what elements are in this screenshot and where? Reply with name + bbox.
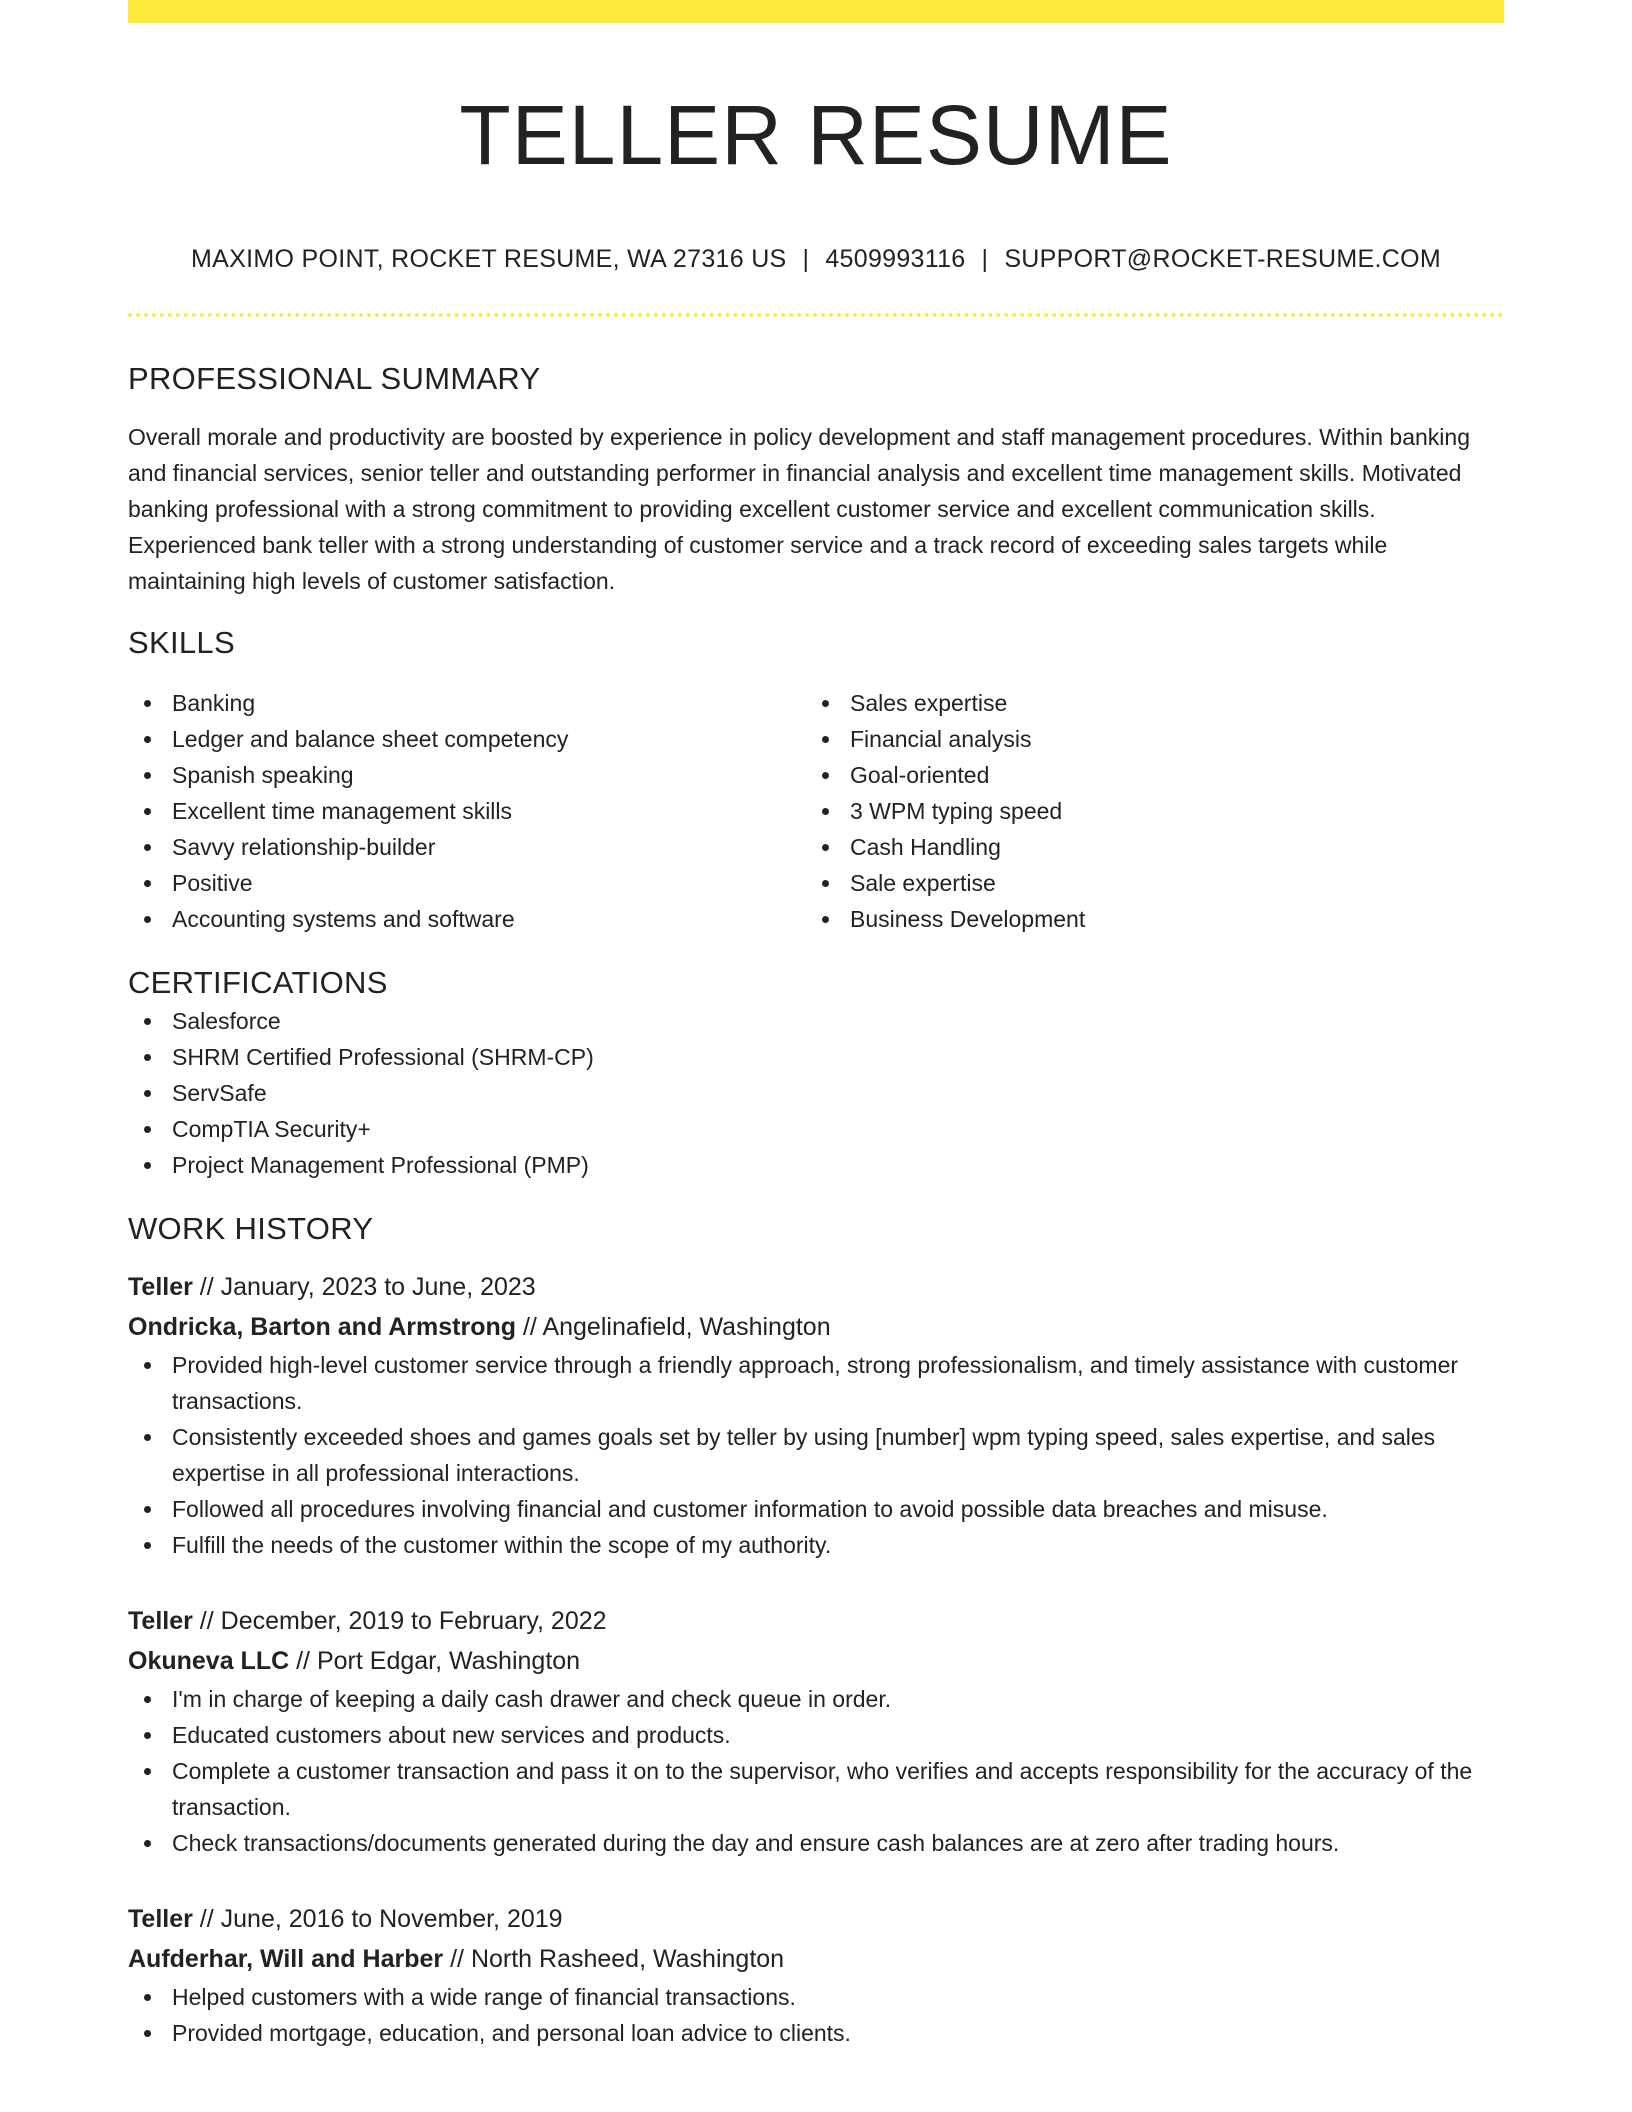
job-entry: [128, 1899, 1504, 2051]
job-duty-item-text: Consistently exceeded shoes and games goals set by teller by using [number] wpm typing speed, sales expertise, and sales expertise in all professional interactions.: [172, 1424, 1436, 1486]
certification-item: [128, 1111, 1504, 1147]
bullet-dot: [144, 1542, 151, 1549]
job-duty-item-text: Complete a customer transaction and pass it on to the supervisor, who verifies and accepts responsibility for the accuracy of the transaction.: [172, 1758, 1473, 1820]
job-title: Teller: [128, 1905, 193, 1933]
skill-item: [806, 685, 1484, 721]
bullet-dot: [144, 808, 151, 815]
job-title-line: [128, 1267, 1504, 1307]
job-duties-list: [128, 1979, 1504, 2051]
skill-item-text: Positive: [172, 870, 253, 896]
job-title-line: [128, 1601, 1504, 1641]
skill-item-text: 3 WPM typing speed: [850, 798, 1063, 824]
job-company-line: [128, 1641, 1504, 1681]
bullet-dot: [144, 1162, 151, 1169]
certification-item-text: ServSafe: [172, 1080, 267, 1106]
certification-item: [128, 1003, 1504, 1039]
bullet-dot: [144, 1840, 151, 1847]
job-dates: January, 2023 to June, 2023: [220, 1273, 536, 1301]
job-location: Port Edgar, Washington: [316, 1647, 581, 1675]
skill-item: [128, 865, 806, 901]
contact-email[interactable]: SUPPORT@ROCKET-RESUME.COM: [1004, 245, 1441, 273]
job-duty-item-text: Check transactions/documents generated during the day and ensure cash balances are at zero after trading hours.: [172, 1830, 1340, 1856]
bullet-dot: [144, 844, 151, 851]
skill-item: [806, 721, 1484, 757]
job-duty-item: [128, 2015, 1504, 2051]
job-duty-item: [128, 1491, 1504, 1527]
bullet-dot: [822, 808, 829, 815]
skill-item-text: Excellent time management skills: [172, 798, 513, 824]
skill-item-text: Savvy relationship-builder: [172, 834, 436, 860]
skills-list-right: [806, 685, 1484, 937]
divider: //: [199, 1905, 214, 1933]
skill-item: [806, 793, 1484, 829]
resume-page: [128, 0, 1504, 2051]
bullet-dot: [144, 1732, 151, 1739]
bullet-dot: [144, 772, 151, 779]
divider: //: [199, 1607, 214, 1635]
job-duty-item-text: Followed all procedures involving financial and customer information to avoid possible data breaches and misuse.: [172, 1496, 1328, 1522]
skill-item-text: Cash Handling: [850, 834, 1001, 860]
summary-heading: PROFESSIONAL SUMMARY: [128, 361, 541, 396]
certifications-heading: CERTIFICATIONS: [128, 965, 388, 1000]
certifications-list: [128, 1003, 1504, 1183]
job-duty-item-text: Educated customers about new services and products.: [172, 1722, 731, 1748]
job-company-line: [128, 1307, 1504, 1347]
bullet-dot: [144, 1506, 151, 1513]
bullet-dot: [144, 1768, 151, 1775]
job-duty-item-text: Helped customers with a wide range of financial transactions.: [172, 1984, 796, 2010]
bullet-dot: [822, 772, 829, 779]
bullet-dot: [144, 736, 151, 743]
skill-item-text: Spanish speaking: [172, 762, 354, 788]
job-duty-item: [128, 1681, 1504, 1717]
divider: //: [199, 1273, 214, 1301]
skill-item: [806, 829, 1484, 865]
skill-item: [806, 757, 1484, 793]
bullet-dot: [144, 1090, 151, 1097]
divider: //: [296, 1647, 311, 1675]
job-title: Teller: [128, 1607, 193, 1635]
divider: //: [450, 1945, 464, 1973]
skill-item-text: Ledger and balance sheet competency: [172, 726, 569, 752]
job-duties-list: [128, 1347, 1504, 1563]
bullet-dot: [822, 880, 829, 887]
job-duty-item-text: Provided high-level customer service through a friendly approach, strong professionalism, and timely assistance with customer transactions.: [172, 1352, 1459, 1414]
skill-item: [806, 901, 1484, 937]
skill-item: [128, 685, 806, 721]
bullet-dot: [144, 1434, 151, 1441]
job-entry: [128, 1601, 1504, 1861]
bullet-dot: [822, 844, 829, 851]
job-title: Teller: [128, 1273, 193, 1301]
certification-item: [128, 1075, 1504, 1111]
skill-item-text: Sale expertise: [850, 870, 996, 896]
skill-item: [806, 865, 1484, 901]
job-duties-list: [128, 1681, 1504, 1861]
skills-column-left: [128, 685, 806, 937]
job-company-line: [128, 1939, 1504, 1979]
resume-title: TELLER RESUME: [459, 88, 1173, 182]
bullet-dot: [144, 700, 151, 707]
bullet-dot: [144, 1018, 151, 1025]
job-duty-item: [128, 1717, 1504, 1753]
skill-item: [128, 793, 806, 829]
skill-item: [128, 721, 806, 757]
accent-top-bar: [128, 0, 1504, 23]
bullet-dot: [144, 880, 151, 887]
skill-item: [128, 901, 806, 937]
skill-item-text: Financial analysis: [850, 726, 1032, 752]
work-history-heading: WORK HISTORY: [128, 1211, 374, 1246]
job-duty-item: [128, 1825, 1504, 1861]
work-history-list: [128, 1267, 1504, 2051]
job-entry: [128, 1267, 1504, 1563]
contact-line: [128, 243, 1504, 275]
certification-item: [128, 1147, 1504, 1183]
certification-item-text: Salesforce: [172, 1008, 281, 1034]
bullet-dot: [144, 916, 151, 923]
skills-columns: [128, 685, 1504, 937]
job-location: Angelinafield, Washington: [542, 1313, 831, 1341]
job-company: Okuneva LLC: [128, 1647, 290, 1675]
job-duty-item: [128, 1419, 1504, 1491]
skills-column-right: [806, 685, 1484, 937]
job-duty-item: [128, 1347, 1504, 1419]
job-location: North Rasheed, Washington: [470, 1945, 785, 1973]
skills-heading: SKILLS: [128, 625, 235, 660]
job-dates: June, 2016 to November, 2019: [220, 1905, 563, 1933]
divider: //: [522, 1313, 537, 1341]
bullet-dot: [144, 1994, 151, 2001]
certification-item-text: Project Management Professional (PMP): [172, 1152, 589, 1178]
job-duty-item: [128, 1753, 1504, 1825]
contact-separator: |: [802, 245, 810, 273]
skill-item-text: Sales expertise: [850, 690, 1008, 716]
job-duty-item: [128, 1527, 1504, 1563]
job-dates: December, 2019 to February, 2022: [220, 1607, 607, 1635]
bullet-dot: [144, 2030, 151, 2037]
skill-item-text: Goal-oriented: [850, 762, 990, 788]
bullet-dot: [144, 1362, 151, 1369]
job-duty-item-text: Provided mortgage, education, and personal loan advice to clients.: [172, 2020, 851, 2046]
bullet-dot: [144, 1696, 151, 1703]
bullet-dot: [822, 916, 829, 923]
job-title-line: [128, 1899, 1504, 1939]
dotted-divider: [128, 313, 1504, 317]
contact-phone: 4509993116: [825, 245, 966, 273]
skill-item-text: Banking: [172, 690, 256, 716]
bullet-dot: [822, 700, 829, 707]
job-duty-item-text: Fulfill the needs of the customer within the scope of my authority.: [172, 1532, 832, 1558]
certification-item: [128, 1039, 1504, 1075]
contact-separator: |: [981, 245, 989, 273]
skill-item-text: Business Development: [850, 906, 1086, 932]
job-duty-item-text: I'm in charge of keeping a daily cash drawer and check queue in order.: [172, 1686, 892, 1712]
certification-item-text: SHRM Certified Professional (SHRM-CP): [172, 1044, 594, 1070]
skill-item: [128, 757, 806, 793]
job-company: Ondricka, Barton and Armstrong: [128, 1313, 517, 1341]
certification-item-text: CompTIA Security+: [172, 1116, 371, 1142]
summary-text: Overall morale and productivity are boosted by experience in policy development and staff management procedures. Within banking and financial services, senior teller and outstanding performer in financial analysis and excellent time management skills. Motivated banking professional with a strong commitment to providing excellent customer service and excellent communication skills. Experienced bank teller with a strong understanding of customer service and a track record of exceeding sales targets while maintaining high levels of customer satisfaction.: [128, 424, 1470, 594]
bullet-dot: [144, 1054, 151, 1061]
contact-address: MAXIMO POINT, ROCKET RESUME, WA 27316 US: [191, 245, 787, 273]
skill-item: [128, 829, 806, 865]
bullet-dot: [144, 1126, 151, 1133]
bullet-dot: [822, 736, 829, 743]
job-company: Aufderhar, Will and Harber: [128, 1945, 444, 1973]
skill-item-text: Accounting systems and software: [172, 906, 515, 932]
job-duty-item: [128, 1979, 1504, 2015]
skills-list-left: [128, 685, 806, 937]
